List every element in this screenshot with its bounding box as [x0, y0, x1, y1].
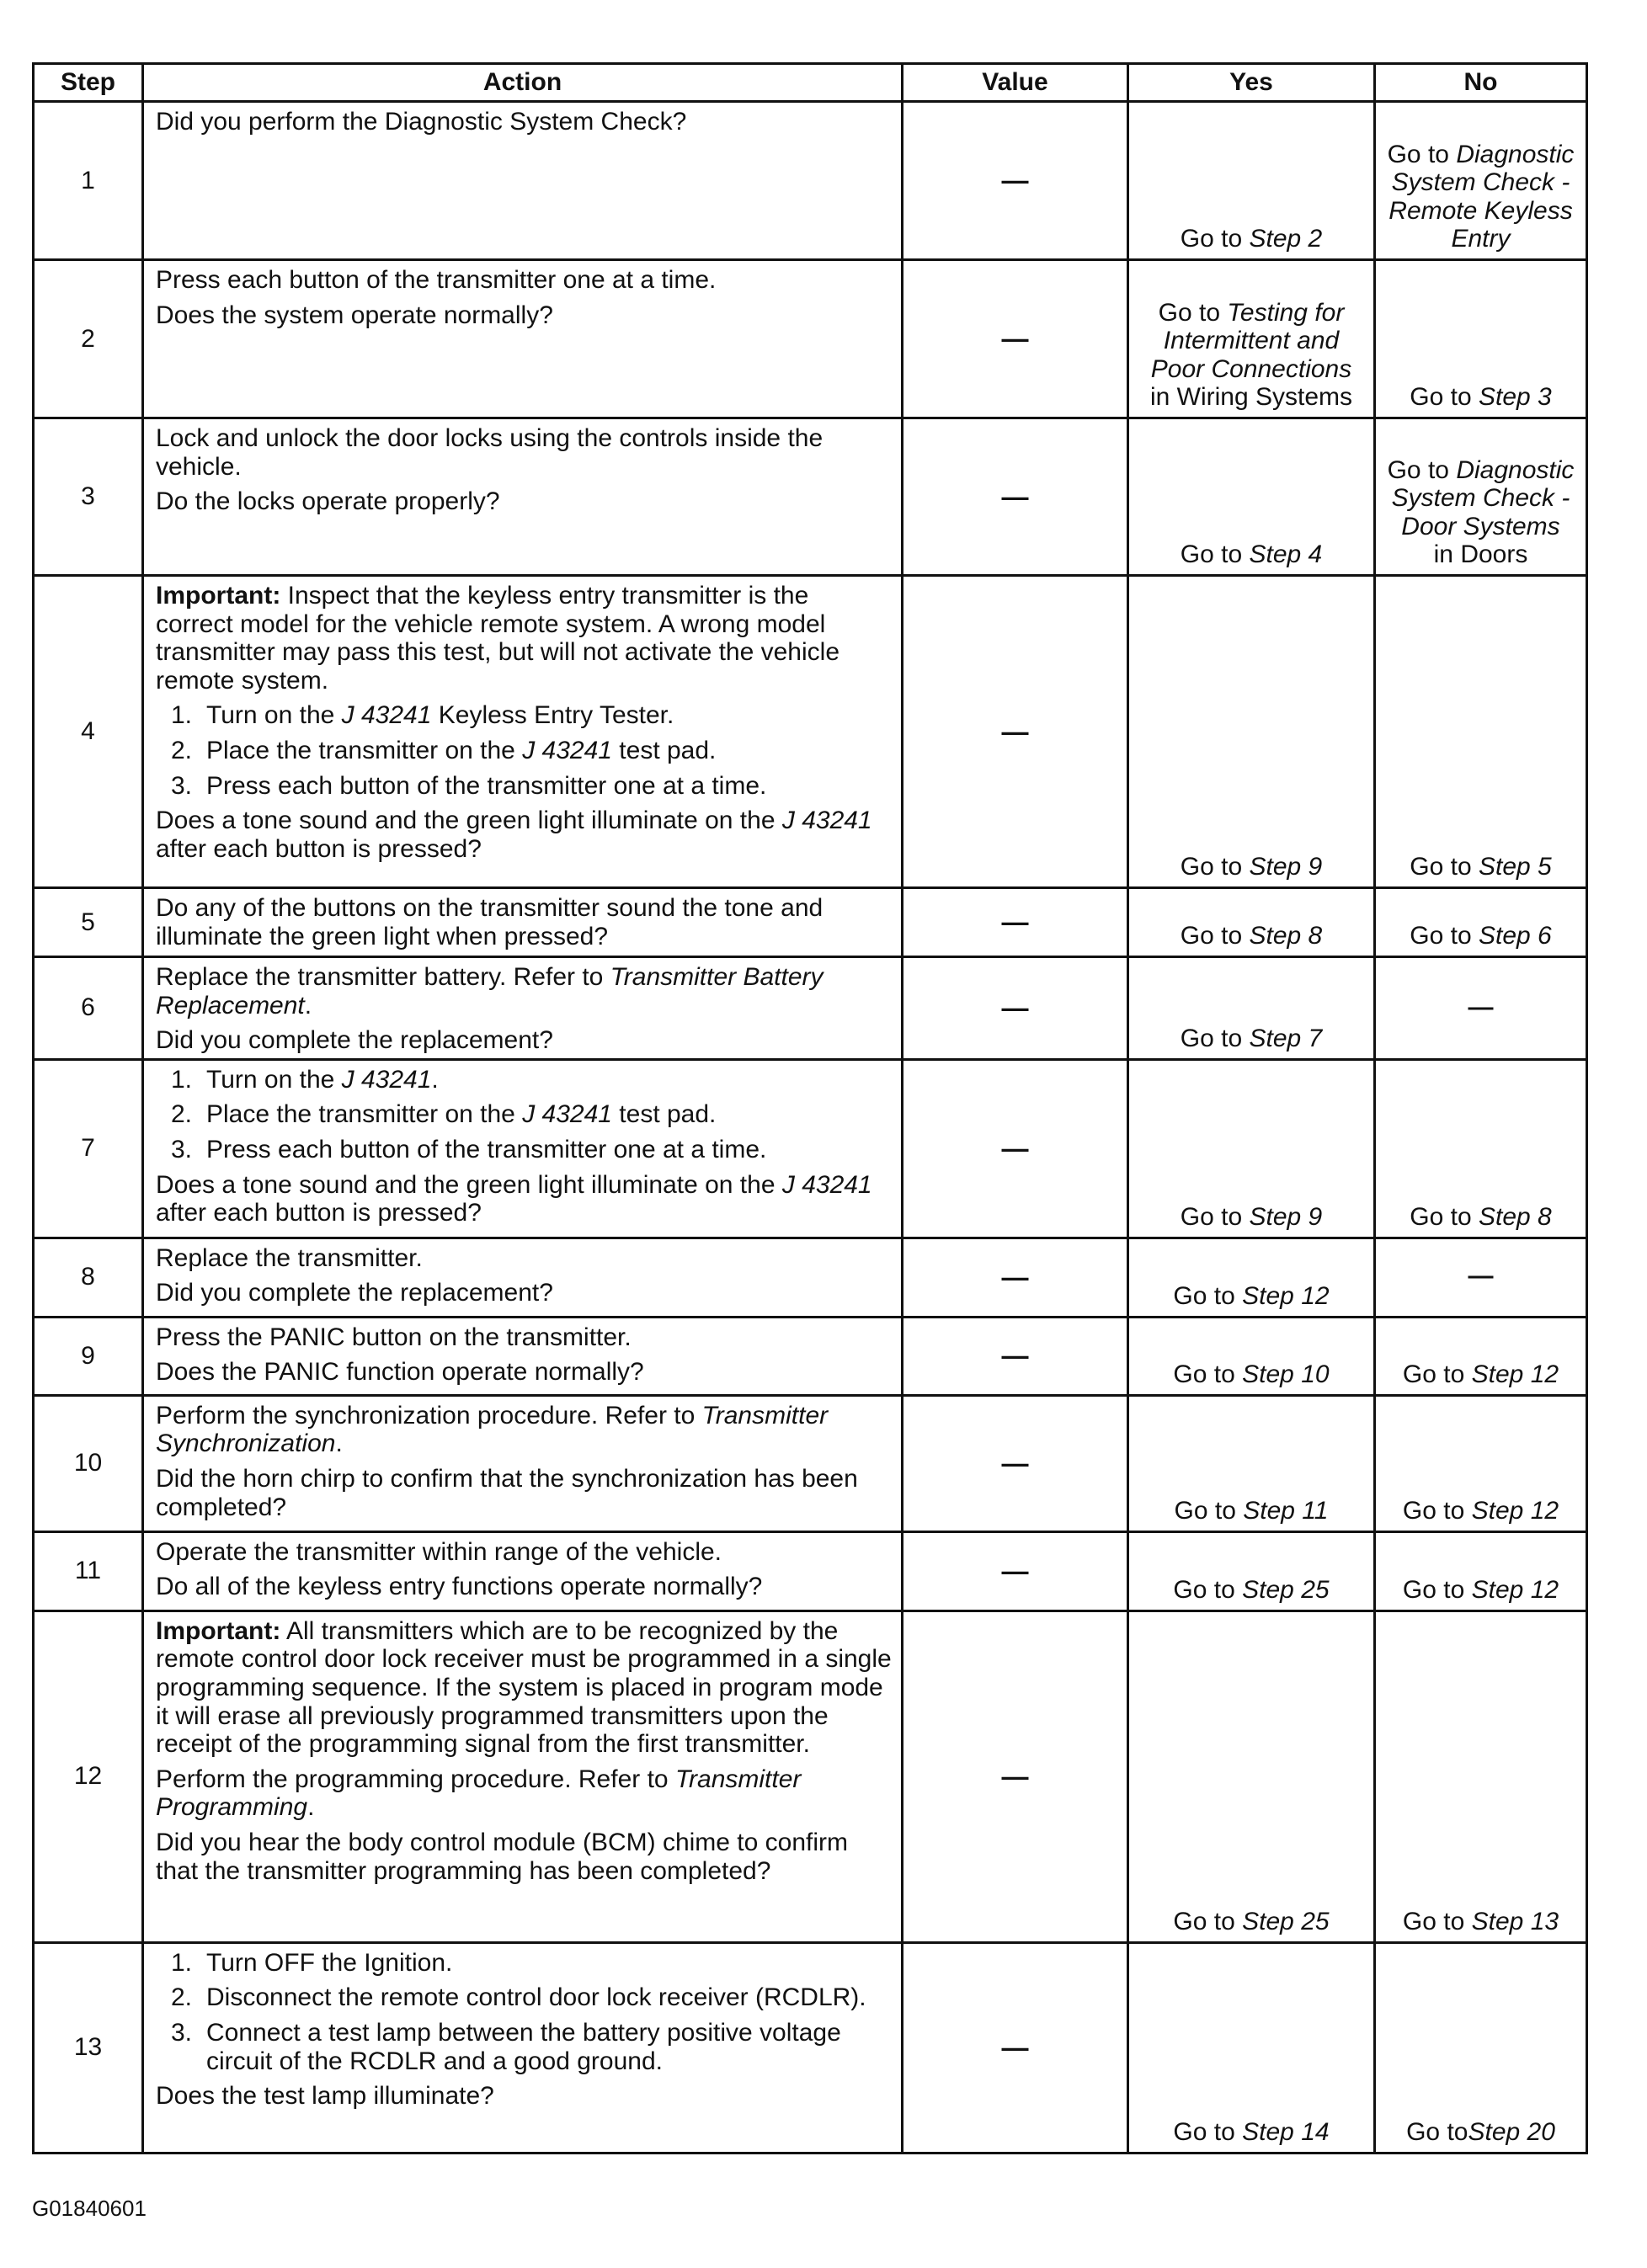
action-paragraph: [156, 1026, 893, 1055]
result-line: [1134, 1203, 1368, 1232]
text-run: Go to: [1180, 225, 1250, 253]
text-run: Go to: [1173, 1576, 1243, 1605]
step-number: 13: [34, 1942, 143, 2153]
italic-text: System Check -: [1391, 168, 1570, 197]
action-paragraph: [156, 582, 893, 695]
step-number: 1: [34, 102, 143, 260]
yes-cell: [1128, 1395, 1375, 1531]
result-line: [1134, 540, 1368, 569]
table-row: [34, 1531, 1587, 1610]
text-run: in Wiring Systems: [1149, 383, 1353, 412]
step-text: [206, 1100, 893, 1129]
action-paragraph: [156, 1573, 893, 1601]
action-paragraph: [156, 1244, 893, 1273]
text-run: .: [304, 991, 312, 1020]
action-cell: [143, 418, 903, 576]
no-cell: —: [1375, 957, 1587, 1060]
table-row: [34, 418, 1587, 576]
yes-cell: [1128, 260, 1375, 418]
text-run: after each button is pressed?: [156, 834, 482, 863]
step-text: [206, 772, 893, 801]
text-run: after each button is pressed?: [156, 1199, 482, 1227]
italic-text: Entry: [1451, 225, 1511, 253]
step-text: [206, 1136, 893, 1164]
no-cell: [1375, 418, 1587, 576]
italic-text: Door Systems: [1401, 512, 1560, 540]
result-line: [1134, 922, 1368, 950]
step-index: 3.: [171, 1135, 193, 1163]
step-text: [206, 737, 893, 765]
result-line: [1381, 225, 1580, 253]
italic-text: J 43241: [781, 1170, 872, 1199]
step-number: 3: [34, 418, 143, 576]
no-cell: [1375, 576, 1587, 888]
action-paragraph: [156, 1279, 893, 1307]
text-run: Did you hear the body control module (BCM) chime to confirm that the transmitter programming has been completed?: [156, 1828, 849, 1885]
step-index: 2.: [171, 736, 193, 764]
value-cell: —: [903, 418, 1128, 576]
yes-cell: [1128, 1531, 1375, 1610]
action-paragraph: [156, 1465, 893, 1521]
result-line: [1381, 2118, 1580, 2147]
result-line: [1134, 853, 1368, 881]
text-run: Lock and unlock the door locks using the controls inside the vehicle.: [156, 424, 824, 481]
header-no: No: [1375, 64, 1587, 102]
text-run: Go to: [1402, 1908, 1472, 1936]
italic-text: Step 12: [1471, 1576, 1559, 1605]
result-line: [1134, 327, 1368, 355]
table-row: [34, 1238, 1587, 1317]
action-cell: [143, 1610, 903, 1942]
text-run: Press the PANIC button on the transmitter.: [156, 1323, 632, 1351]
italic-text: Step 4: [1249, 540, 1323, 569]
value-cell: —: [903, 1059, 1128, 1238]
no-cell: —: [1375, 1238, 1587, 1317]
value-cell: —: [903, 260, 1128, 418]
result-line: [1134, 225, 1368, 253]
header-step: Step: [34, 64, 143, 102]
value-cell: —: [903, 1531, 1128, 1610]
result-line: [1381, 1497, 1580, 1525]
step-index: 2.: [171, 1983, 193, 2012]
text-run: Replace the transmitter.: [156, 1243, 423, 1272]
italic-text: Step 11: [1243, 1497, 1329, 1525]
italic-text: Step 5: [1478, 853, 1552, 881]
result-line: [1134, 1360, 1368, 1389]
text-run: Turn OFF the Ignition.: [206, 1948, 453, 1977]
result-line: [1381, 922, 1580, 950]
step-text: [206, 2019, 893, 2075]
action-cell: [143, 1317, 903, 1395]
result-line: [1381, 456, 1580, 485]
step-index: 3.: [171, 771, 193, 800]
text-run: Perform the synchronization procedure. Refer to: [156, 1401, 702, 1429]
bold-text: Important:: [156, 1616, 281, 1645]
table-body: [34, 102, 1587, 2154]
step-number: 10: [34, 1395, 143, 1531]
text-run: Does the test lamp illuminate?: [156, 2082, 494, 2111]
header-value: Value: [903, 64, 1128, 102]
yes-cell: [1128, 1059, 1375, 1238]
step-number: 5: [34, 888, 143, 957]
step-text: [206, 1983, 893, 2012]
italic-text: Step 8: [1478, 1203, 1552, 1232]
text-run: Do the locks operate properly?: [156, 487, 500, 516]
text-run: Go to: [1410, 853, 1479, 881]
no-cell: [1375, 1395, 1587, 1531]
text-run: Keyless Entry Tester.: [431, 701, 674, 730]
numbered-step: [156, 1949, 893, 1978]
result-line: [1381, 168, 1580, 197]
result-line: [1134, 1025, 1368, 1053]
action-cell: [143, 1395, 903, 1531]
action-paragraph: [156, 1617, 893, 1759]
numbered-step: [156, 1100, 893, 1129]
no-cell: [1375, 888, 1587, 957]
text-run: Go to: [1410, 383, 1479, 412]
action-cell: [143, 260, 903, 418]
result-line: [1381, 853, 1580, 881]
text-run: Did you complete the replacement?: [156, 1279, 553, 1307]
step-text: [206, 1066, 893, 1094]
action-paragraph: [156, 894, 893, 950]
text-run: Go to: [1174, 1497, 1244, 1525]
text-run: Turn on the: [206, 701, 342, 730]
italic-text: J 43241: [341, 701, 432, 730]
header-yes: Yes: [1128, 64, 1375, 102]
value-cell: —: [903, 1942, 1128, 2153]
result-line: [1381, 484, 1580, 513]
italic-text: Step 2: [1249, 225, 1323, 253]
step-index: 1.: [171, 701, 193, 730]
italic-text: Step 25: [1242, 1908, 1330, 1936]
bold-text: Important:: [156, 582, 281, 610]
italic-text: Step 20: [1468, 2118, 1555, 2147]
text-run: Operate the transmitter within range of the vehicle.: [156, 1537, 722, 1566]
step-text: [206, 701, 893, 730]
text-run: in Doors: [1433, 540, 1528, 569]
text-run: Go to: [1173, 1360, 1243, 1389]
result-line: [1381, 540, 1580, 569]
action-paragraph: [156, 2082, 893, 2111]
value-cell: —: [903, 1395, 1128, 1531]
action-cell: [143, 957, 903, 1060]
text-run: Inspect that the keyless entry transmitter is the correct model for the vehicle remote system. A wrong model transmitter may pass this test, but will not activate the vehicle remote system.: [156, 582, 840, 695]
result-line: [1134, 383, 1368, 412]
result-line: [1134, 1282, 1368, 1311]
result-line: [1381, 197, 1580, 226]
italic-text: Step 12: [1471, 1497, 1559, 1525]
yes-cell: [1128, 1317, 1375, 1395]
table-row: [34, 1395, 1587, 1531]
text-run: Do all of the keyless entry functions operate normally?: [156, 1573, 763, 1601]
no-cell: [1375, 1317, 1587, 1395]
table-row: [34, 1317, 1587, 1395]
action-cell: [143, 1531, 903, 1610]
italic-text: J 43241: [781, 807, 872, 835]
text-run: Go to: [1180, 922, 1250, 950]
italic-text: Step 9: [1249, 853, 1323, 881]
step-index: 1.: [171, 1948, 193, 1977]
result-line: [1134, 1908, 1368, 1936]
action-paragraph: [156, 1765, 893, 1822]
numbered-step: [156, 1136, 893, 1164]
italic-text: Transmitter Battery Replacement: [156, 963, 824, 1020]
table-row: [34, 1942, 1587, 2153]
text-run: Go to: [1402, 1360, 1472, 1389]
numbered-step: [156, 737, 893, 765]
step-index: 3.: [171, 2018, 193, 2047]
yes-cell: [1128, 576, 1375, 888]
step-number: 4: [34, 576, 143, 888]
yes-cell: [1128, 1942, 1375, 2153]
value-cell: —: [903, 888, 1128, 957]
italic-text: Step 25: [1242, 1576, 1330, 1605]
text-run: Go to: [1387, 455, 1457, 484]
result-line: [1381, 1203, 1580, 1232]
value-cell: —: [903, 1317, 1128, 1395]
action-paragraph: [156, 108, 893, 136]
text-run: Did you perform the Diagnostic System Check?: [156, 108, 687, 136]
yes-cell: [1128, 418, 1375, 576]
text-run: test pad.: [611, 736, 717, 764]
italic-text: J 43241: [341, 1065, 432, 1094]
italic-text: J 43241: [522, 1100, 612, 1129]
text-run: Does the PANIC function operate normally?: [156, 1358, 644, 1387]
no-cell: [1375, 1531, 1587, 1610]
text-run: Press each button of the transmitter one at a time.: [156, 266, 717, 294]
action-paragraph: [156, 266, 893, 295]
header-action: Action: [143, 64, 903, 102]
no-cell: [1375, 1059, 1587, 1238]
step-number: 12: [34, 1610, 143, 1942]
action-paragraph: [156, 1358, 893, 1387]
value-cell: —: [903, 576, 1128, 888]
numbered-step: [156, 2019, 893, 2075]
numbered-step: [156, 772, 893, 801]
action-cell: [143, 1942, 903, 2153]
step-number: 2: [34, 260, 143, 418]
step-number: 11: [34, 1531, 143, 1610]
text-run: Press each button of the transmitter one at a time.: [206, 1135, 767, 1163]
action-cell: [143, 102, 903, 260]
value-cell: —: [903, 1238, 1128, 1317]
table-row: [34, 102, 1587, 260]
text-run: Go to: [1410, 1203, 1479, 1232]
result-line: [1381, 1576, 1580, 1605]
text-run: Go to: [1180, 853, 1250, 881]
action-paragraph: [156, 1829, 893, 1885]
result-line: [1381, 383, 1580, 412]
italic-text: Poor Connections: [1150, 354, 1352, 383]
text-run: .: [335, 1429, 343, 1458]
text-run: Did you complete the replacement?: [156, 1026, 553, 1055]
result-line: [1134, 2118, 1368, 2147]
italic-text: Remote Keyless: [1388, 196, 1573, 225]
italic-text: Diagnostic: [1456, 455, 1575, 484]
text-run: test pad.: [611, 1100, 717, 1129]
result-line: [1381, 141, 1580, 169]
diagnostic-table: [32, 62, 1588, 2154]
action-paragraph: [156, 1171, 893, 1227]
yes-cell: [1128, 1610, 1375, 1942]
text-run: Does the system operate normally?: [156, 301, 553, 329]
value-cell: —: [903, 1610, 1128, 1942]
table-row: [34, 576, 1587, 888]
step-index: 2.: [171, 1100, 193, 1129]
italic-text: Step 12: [1471, 1360, 1559, 1389]
italic-text: Step 14: [1242, 2118, 1330, 2147]
step-index: 1.: [171, 1065, 193, 1094]
header-row: [34, 64, 1587, 102]
yes-cell: [1128, 102, 1375, 260]
text-run: Go to: [1180, 1025, 1250, 1053]
text-run: Did the horn chirp to confirm that the synchronization has been completed?: [156, 1464, 858, 1521]
table-row: [34, 957, 1587, 1060]
action-paragraph: [156, 807, 893, 863]
text-run: Go to: [1158, 298, 1228, 327]
italic-text: Step 12: [1242, 1282, 1330, 1311]
action-paragraph: [156, 1402, 893, 1458]
italic-text: J 43241: [522, 736, 612, 764]
text-run: Replace the transmitter battery. Refer to: [156, 963, 610, 991]
action-paragraph: [156, 487, 893, 516]
result-line: [1381, 513, 1580, 541]
italic-text: Intermittent and: [1163, 327, 1340, 355]
result-line: [1381, 1908, 1580, 1936]
result-line: [1134, 1576, 1368, 1605]
text-run: Perform the programming procedure. Refer to: [156, 1765, 675, 1793]
value-cell: —: [903, 957, 1128, 1060]
table-row: [34, 1610, 1587, 1942]
action-paragraph: [156, 963, 893, 1020]
step-number: 6: [34, 957, 143, 1060]
action-cell: [143, 576, 903, 888]
action-paragraph: [156, 424, 893, 481]
text-run: All transmitters which are to be recognized by the remote control door lock receiver must be programmed in a single programming sequence. If the system is placed in program mode it will erase all previously programmed transmitters upon the receipt of the programming signal from the first transmitter.: [156, 1616, 892, 1759]
italic-text: Step 8: [1249, 922, 1323, 950]
text-run: Go to: [1173, 2118, 1243, 2147]
text-run: Go to: [1410, 922, 1479, 950]
numbered-step: [156, 1983, 893, 2012]
text-run: Go to: [1402, 1576, 1472, 1605]
italic-text: Step 3: [1478, 383, 1552, 412]
result-line: [1134, 299, 1368, 327]
table-row: [34, 888, 1587, 957]
text-run: Go to: [1173, 1908, 1243, 1936]
yes-cell: [1128, 888, 1375, 957]
action-paragraph: [156, 1323, 893, 1352]
text-run: .: [431, 1065, 439, 1094]
text-run: Do any of the buttons on the transmitter sound the tone and illuminate the green light when pressed?: [156, 894, 824, 950]
text-run: Turn on the: [206, 1065, 342, 1094]
action-paragraph: [156, 1538, 893, 1567]
italic-text: Diagnostic: [1456, 140, 1575, 168]
text-run: .: [307, 1793, 315, 1822]
italic-text: Transmitter Synchronization: [156, 1401, 829, 1458]
text-run: Place the transmitter on the: [206, 736, 523, 764]
text-run: Go to: [1387, 140, 1457, 168]
yes-cell: [1128, 1238, 1375, 1317]
italic-text: Step 13: [1471, 1908, 1559, 1936]
table-row: [34, 1059, 1587, 1238]
yes-cell: [1128, 957, 1375, 1060]
italic-text: Transmitter Programming: [156, 1765, 802, 1822]
no-cell: [1375, 1610, 1587, 1942]
text-run: Does a tone sound and the green light illuminate on the: [156, 807, 782, 835]
no-cell: [1375, 102, 1587, 260]
result-line: [1134, 1497, 1368, 1525]
numbered-step: [156, 701, 893, 730]
text-run: Go to: [1180, 1203, 1250, 1232]
numbered-step: [156, 1066, 893, 1094]
text-run: Go to: [1173, 1282, 1243, 1311]
italic-text: Step 10: [1242, 1360, 1330, 1389]
text-run: Connect a test lamp between the battery positive voltage circuit of the RCDLR and a good ground.: [206, 2018, 841, 2075]
italic-text: System Check -: [1391, 484, 1570, 513]
text-run: Press each button of the transmitter one at a time.: [206, 771, 767, 800]
step-number: 8: [34, 1238, 143, 1317]
figure-id: G01840601: [32, 2196, 147, 2221]
no-cell: [1375, 260, 1587, 418]
text-run: Does a tone sound and the green light illuminate on the: [156, 1170, 782, 1199]
text-run: Place the transmitter on the: [206, 1100, 523, 1129]
italic-text: Step 7: [1249, 1025, 1323, 1053]
action-cell: [143, 888, 903, 957]
table-row: [34, 260, 1587, 418]
value-cell: —: [903, 102, 1128, 260]
no-cell: [1375, 1942, 1587, 2153]
action-cell: [143, 1238, 903, 1317]
result-line: [1381, 1360, 1580, 1389]
action-paragraph: [156, 301, 893, 330]
italic-text: Step 9: [1249, 1203, 1323, 1232]
action-cell: [143, 1059, 903, 1238]
text-run: Go to: [1406, 2118, 1468, 2147]
italic-text: Step 6: [1478, 922, 1552, 950]
text-run: Disconnect the remote control door lock receiver (RCDLR).: [206, 1983, 866, 2012]
step-number: 7: [34, 1059, 143, 1238]
step-number: 9: [34, 1317, 143, 1395]
step-text: [206, 1949, 893, 1978]
text-run: Go to: [1180, 540, 1250, 569]
italic-text: Testing for: [1227, 298, 1345, 327]
text-run: Go to: [1402, 1497, 1472, 1525]
result-line: [1134, 355, 1368, 384]
